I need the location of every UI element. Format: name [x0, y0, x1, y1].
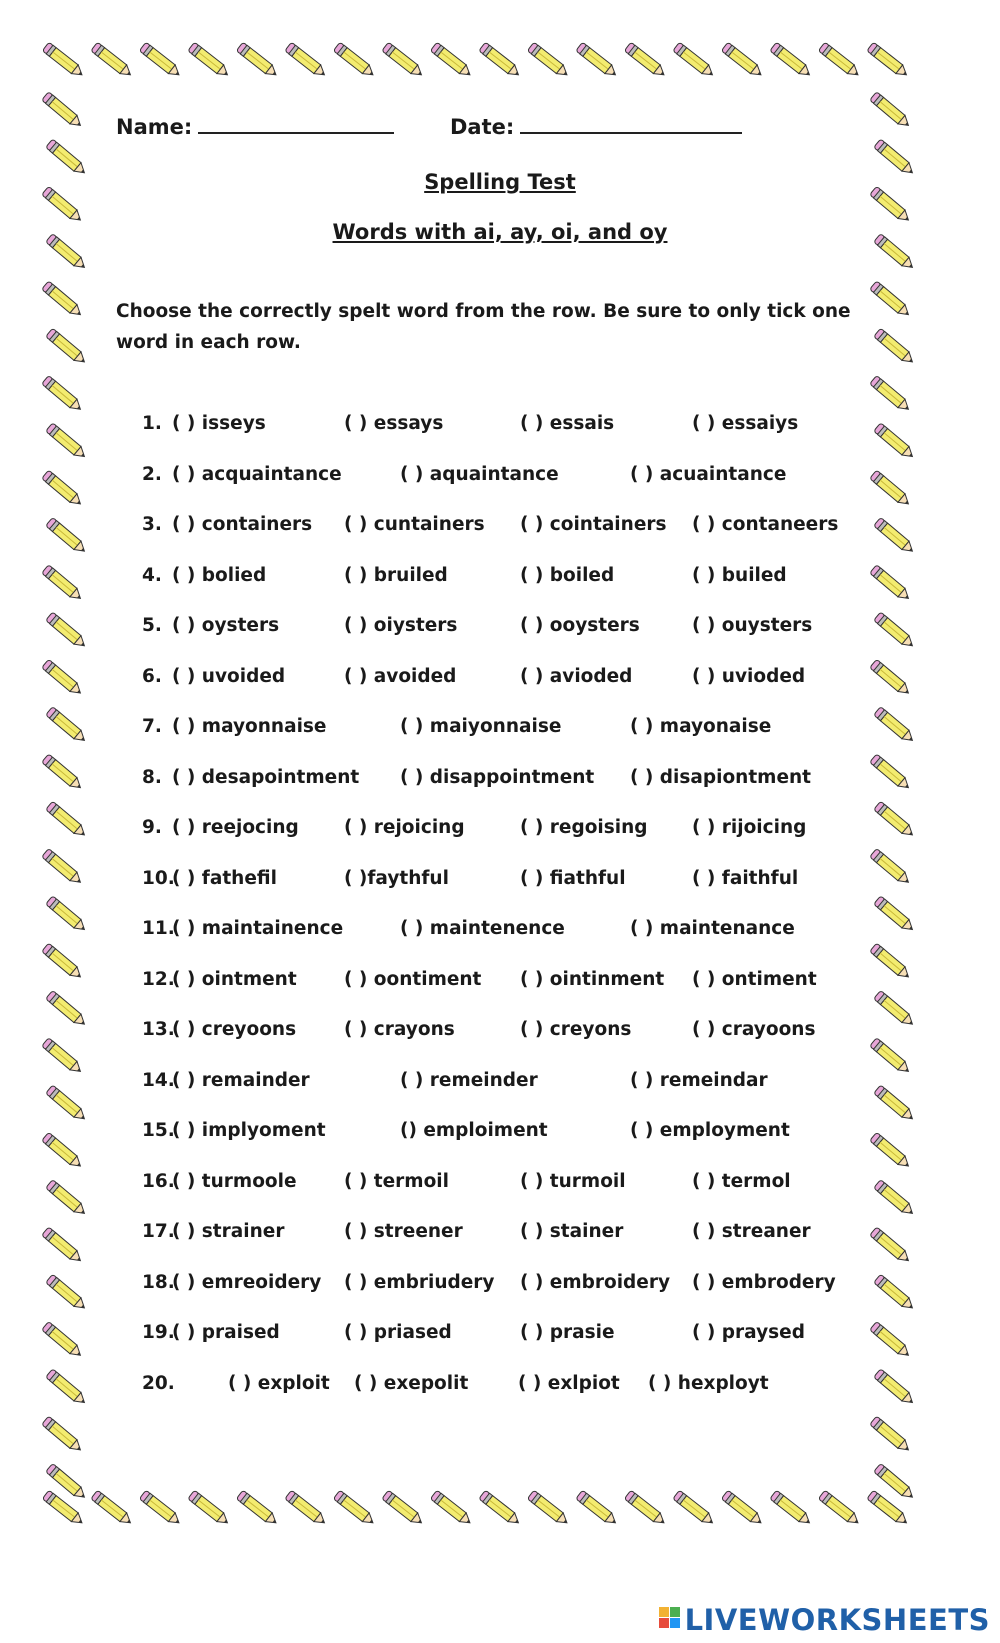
question-number: 12. [142, 968, 175, 990]
pencil-icon [576, 42, 619, 79]
pencil-icon [479, 42, 522, 79]
page-subtitle: Words with ai, ay, oi, and oy [332, 220, 668, 244]
answer-option[interactable]: ( ) maintenence [400, 918, 565, 939]
question-number: 1. [142, 413, 162, 434]
answer-option[interactable]: ( ) ouysters [692, 615, 813, 636]
pencil-icon [870, 1321, 912, 1359]
pencil-icon [527, 42, 570, 79]
pencil-icon [42, 565, 84, 603]
answer-option[interactable]: ( ) hexployt [648, 1372, 769, 1394]
pencil-icon [46, 707, 88, 745]
name-blank[interactable] [198, 112, 394, 134]
pencil-icon [430, 1490, 473, 1527]
pencil-icon [42, 470, 84, 508]
answer-option[interactable]: ( ) acquaintance [172, 463, 342, 485]
pencil-icon [874, 517, 916, 555]
pencil-icon [46, 1085, 88, 1123]
pencil-icon [874, 1085, 916, 1123]
instructions: Choose the correctly spelt word from the row. Be sure to only tick one word in each row. [116, 301, 851, 353]
pencil-icon [42, 943, 84, 981]
pencil-icon [42, 281, 84, 319]
pencil-icon [42, 1132, 84, 1170]
date-field[interactable] [450, 112, 742, 139]
answer-option[interactable]: ( ) disapiontment [630, 766, 812, 788]
question-number: 3. [142, 514, 162, 535]
answer-option[interactable]: ( ) ooysters [520, 615, 640, 636]
answer-option[interactable]: ( ) avioded [520, 665, 633, 687]
answer-option[interactable]: ( ) fathefil [172, 867, 277, 889]
name-label: Name: [116, 115, 193, 139]
answer-option[interactable]: ( ) employment [630, 1120, 790, 1141]
brand-watermark [659, 1603, 990, 1637]
question-number: 14. [142, 1069, 175, 1091]
pencil-icon [42, 1227, 84, 1265]
answer-option[interactable]: ( ) maintenance [630, 918, 795, 939]
pencil-icon [874, 612, 916, 650]
answer-option[interactable]: ( ) streener [344, 1221, 463, 1242]
pencil-icon [479, 1490, 522, 1527]
pencil-icon [870, 943, 912, 981]
date-label: Date: [450, 115, 515, 139]
answer-option[interactable]: ( ) remeinder [400, 1069, 538, 1091]
answer-option[interactable]: ( ) strainer [172, 1221, 285, 1242]
pencil-icon [42, 1038, 84, 1076]
pencil-icon [770, 1490, 813, 1527]
pencil-icon [870, 470, 912, 508]
pencil-icon [721, 42, 764, 79]
pencil-icon [46, 1274, 88, 1312]
answer-option[interactable]: ( ) remainder [172, 1069, 310, 1091]
pencil-icon [870, 375, 912, 413]
date-blank[interactable] [520, 112, 742, 134]
answer-option[interactable]: ( ) embrodery [692, 1271, 836, 1293]
question-number: 8. [142, 766, 162, 788]
pencil-icon [430, 42, 473, 79]
answer-option[interactable]: ( ) contaneers [692, 514, 839, 535]
pencil-icon [42, 848, 84, 886]
pencil-icon [285, 1490, 328, 1527]
pencil-icon [874, 801, 916, 839]
answer-option[interactable]: ( ) streaner [692, 1221, 811, 1242]
question-number: 5. [142, 615, 162, 636]
answer-option[interactable]: ( ) essais [520, 413, 615, 434]
answer-option[interactable]: ( ) termol [692, 1170, 791, 1192]
pencil-icon [91, 1490, 134, 1527]
question-number: 19. [142, 1322, 175, 1343]
answer-option[interactable]: ( ) ointment [172, 968, 297, 990]
pencil-icon [818, 42, 861, 79]
brand-name: LIVEWORKSHEETS [684, 1603, 990, 1637]
question-number: 7. [142, 716, 162, 737]
answer-option[interactable]: ( ) avoided [344, 665, 457, 687]
pencil-icon [46, 423, 88, 461]
pencil-icon [870, 848, 912, 886]
pencil-icon [139, 1490, 182, 1527]
pencil-icon [42, 659, 84, 697]
question-number: 4. [142, 564, 162, 586]
answer-option[interactable]: ( ) ontiment [692, 968, 817, 990]
pencil-icon [42, 1416, 84, 1454]
pencil-icon [870, 754, 912, 792]
answer-option[interactable]: ( ) creyons [520, 1019, 632, 1040]
question-number: 6. [142, 665, 162, 687]
pencil-icon [576, 1490, 619, 1527]
pencil-icon [870, 565, 912, 603]
answer-option[interactable]: ( ) implyoment [172, 1120, 326, 1141]
answer-option[interactable]: ( ) regoising [520, 817, 648, 838]
answer-option[interactable]: ( ) exploit [228, 1372, 330, 1394]
answer-option[interactable]: ( ) builed [692, 564, 787, 586]
pencil-icon [818, 1490, 861, 1527]
pencil-icon [770, 42, 813, 79]
pencil-icon [42, 92, 84, 130]
page-title: Spelling Test [424, 170, 576, 194]
pencil-icon [874, 707, 916, 745]
answer-option[interactable]: ( ) termoil [344, 1170, 449, 1192]
answer-option[interactable]: ( )faythful [344, 867, 449, 889]
pencil-icon [188, 42, 231, 79]
pencil-icon [46, 801, 88, 839]
answer-option[interactable]: ( ) mayonnaise [172, 716, 327, 737]
pencil-icon [721, 1490, 764, 1527]
pencil-icon [874, 1180, 916, 1218]
pencil-icon [46, 328, 88, 366]
pencil-icon [527, 1490, 570, 1527]
question-number: 17. [142, 1221, 175, 1242]
answer-option[interactable]: ( ) boiled [520, 564, 615, 586]
question-number: 20. [142, 1372, 175, 1394]
pencil-icon [333, 42, 376, 79]
answer-option[interactable]: ( ) oontiment [344, 968, 482, 990]
answer-option[interactable]: ( ) bolied [172, 564, 267, 586]
pencil-icon [46, 517, 88, 555]
answer-option[interactable]: ( ) embroidery [520, 1271, 671, 1293]
answer-option[interactable]: ( ) creyoons [172, 1019, 297, 1040]
pencil-icon [46, 612, 88, 650]
answer-option[interactable]: ( ) cointainers [520, 514, 667, 535]
pencil-icon [870, 659, 912, 697]
pencil-icon [874, 990, 916, 1028]
answer-option[interactable]: ( ) turmoil [520, 1170, 626, 1192]
answer-option[interactable]: ( ) containers [172, 514, 313, 535]
pencil-icon [870, 1416, 912, 1454]
answer-option[interactable]: ( ) isseys [172, 413, 266, 434]
answer-option[interactable]: ( ) oysters [172, 615, 280, 636]
answer-option[interactable]: ( ) praised [172, 1322, 280, 1343]
pencil-icon [870, 1132, 912, 1170]
liveworksheets-logo-icon [659, 1607, 681, 1637]
pencil-icon [870, 1038, 912, 1076]
answer-option[interactable]: ( ) priased [344, 1322, 452, 1343]
pencil-icon [624, 42, 667, 79]
pencil-icon [139, 42, 182, 79]
pencil-icon [874, 1274, 916, 1312]
pencil-icon [874, 896, 916, 934]
name-field[interactable] [116, 112, 394, 139]
answer-option[interactable]: ( ) maiyonnaise [400, 716, 562, 737]
pencil-icon [188, 1490, 231, 1527]
pencil-icon [870, 1227, 912, 1265]
pencil-icon [46, 990, 88, 1028]
question-number: 18. [142, 1271, 175, 1293]
pencil-icon [867, 42, 910, 79]
pencil-icon [285, 42, 328, 79]
answer-option[interactable]: ( ) praysed [692, 1322, 805, 1343]
pencil-icon [874, 328, 916, 366]
question-number: 16. [142, 1170, 175, 1192]
answer-option[interactable]: ( ) crayons [344, 1019, 455, 1040]
pencil-icon [91, 42, 134, 79]
answer-option[interactable]: ( ) exlpiot [518, 1372, 620, 1394]
pencil-icon [382, 42, 425, 79]
answer-option[interactable]: ( ) desapointment [172, 766, 360, 788]
answer-option[interactable]: ( ) disappointment [400, 766, 595, 788]
pencil-icon [42, 1321, 84, 1359]
question-number: 11. [142, 918, 175, 939]
pencil-icon [874, 423, 916, 461]
answer-option[interactable]: ( ) fiathful [520, 867, 626, 889]
pencil-icon [382, 1490, 425, 1527]
question-number: 15. [142, 1120, 175, 1141]
pencil-icon [236, 1490, 279, 1527]
pencil-icon [42, 42, 85, 79]
answer-option[interactable]: ( ) uvioded [692, 665, 806, 687]
answer-option[interactable]: ( ) rijoicing [692, 817, 807, 838]
answer-option[interactable]: ( ) turmoole [172, 1170, 297, 1192]
answer-option[interactable]: ( ) aquaintance [400, 463, 559, 485]
answer-option[interactable]: ( ) exepolit [354, 1372, 469, 1394]
pencil-icon [42, 375, 84, 413]
answer-option[interactable]: ( ) embriudery [344, 1271, 495, 1293]
pencil-icon [236, 42, 279, 79]
question-number: 2. [142, 463, 162, 485]
answer-option[interactable]: ( ) essaiys [692, 413, 799, 434]
answer-option[interactable]: ( ) faithful [692, 867, 799, 889]
answer-option[interactable]: ( ) rejoicing [344, 817, 465, 838]
answer-option[interactable]: ( ) bruiled [344, 564, 448, 586]
answer-option[interactable]: ( ) prasie [520, 1322, 615, 1343]
pencil-icon [870, 92, 912, 130]
pencil-icon [46, 1180, 88, 1218]
pencil-icon [46, 896, 88, 934]
answer-option[interactable]: () emploiment [400, 1120, 548, 1141]
answer-option[interactable]: ( ) oiysters [344, 615, 458, 636]
pencil-icon [624, 1490, 667, 1527]
answer-option[interactable]: ( ) emreoidery [172, 1271, 322, 1293]
question-number: 9. [142, 817, 162, 838]
pencil-icon [673, 1490, 716, 1527]
answer-option[interactable]: ( ) ointinment [520, 968, 665, 990]
question-number: 13. [142, 1019, 175, 1040]
answer-option[interactable]: ( ) maintainence [172, 918, 344, 939]
question-number: 10. [142, 867, 175, 889]
answer-option[interactable]: ( ) uvoided [172, 665, 286, 687]
pencil-icon [874, 1369, 916, 1407]
pencil-icon [46, 1369, 88, 1407]
answer-option[interactable]: ( ) cuntainers [344, 514, 485, 535]
answer-option[interactable]: ( ) reejocing [172, 817, 299, 838]
answer-option[interactable]: ( ) essays [344, 413, 444, 434]
pencil-icon [333, 1490, 376, 1527]
answer-option[interactable]: ( ) crayoons [692, 1019, 816, 1040]
answer-option[interactable]: ( ) stainer [520, 1221, 624, 1242]
answer-option[interactable]: ( ) acuaintance [630, 463, 787, 485]
answer-option[interactable]: ( ) remeindar [630, 1069, 768, 1091]
pencil-icon [42, 754, 84, 792]
answer-option[interactable]: ( ) mayonaise [630, 716, 772, 737]
pencil-icon [673, 42, 716, 79]
